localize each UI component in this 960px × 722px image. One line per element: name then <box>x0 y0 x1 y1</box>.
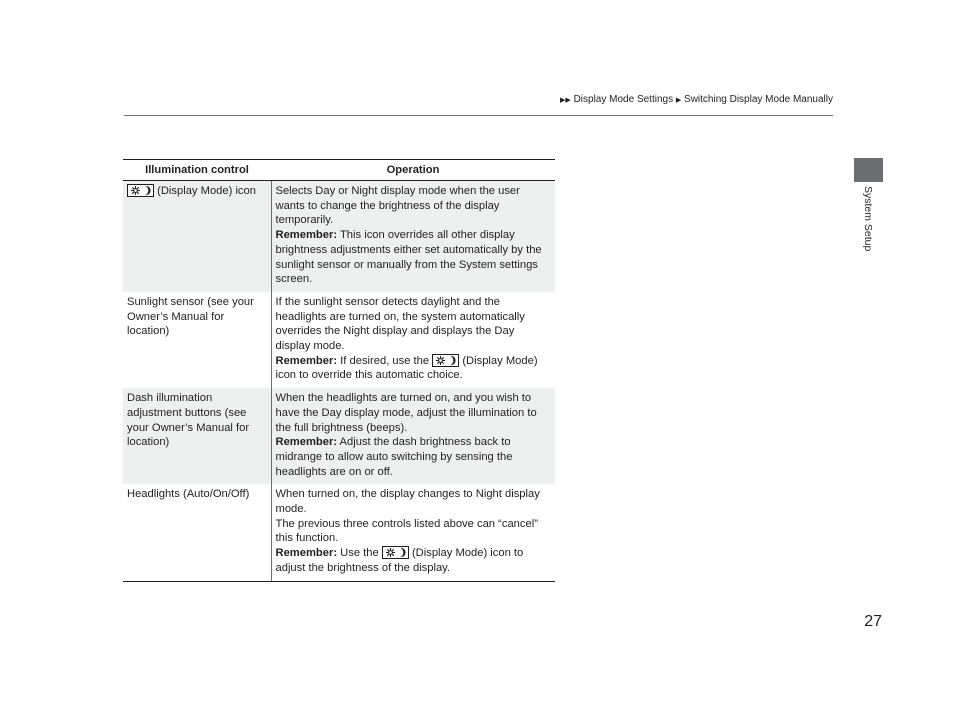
operation-cell <box>271 292 555 388</box>
column-header-illumination-control: Illumination control <box>123 160 271 181</box>
remember-text: (Display Mode) icon to override this automatic choice. <box>275 354 538 382</box>
table-row <box>123 484 555 581</box>
remember-label: Remember: <box>275 354 338 367</box>
breadcrumb-item-display-mode-settings[interactable]: Display Mode Settings <box>573 94 674 105</box>
control-label: Dash illumination adjustment buttons (see your Owner’s Manual for location) <box>127 392 250 449</box>
sun-moon-icon <box>382 546 409 559</box>
operation-cell <box>271 388 555 484</box>
table-row <box>123 388 555 484</box>
page-number: 27 <box>864 613 882 630</box>
table-row <box>123 181 555 292</box>
control-cell <box>123 484 271 581</box>
table-header-row <box>123 160 555 181</box>
section-label <box>851 186 885 256</box>
triangle-right-icon: ▶ <box>675 97 682 104</box>
operation-text: Selects Day or Night display mode when the user wants to change the brightness of the display temporarily. <box>275 185 520 227</box>
section-label-text: System Setup <box>862 186 874 252</box>
sun-moon-icon <box>127 184 154 197</box>
remember-text: Adjust the dash brightness back to midrange to allow auto switching by sensing the headlights are on or off. <box>275 436 513 478</box>
operation-cell <box>271 181 555 292</box>
remember-text: If desired, use the <box>337 354 433 367</box>
operation-cell <box>271 484 555 581</box>
remember-text: Use the <box>337 547 382 560</box>
control-label: Sunlight sensor (see your Owner’s Manual for location) <box>127 295 254 338</box>
remember-label: Remember: <box>275 436 338 449</box>
control-label: Headlights (Auto/On/Off) <box>127 488 250 501</box>
operation-text: If the sunlight sensor detects daylight and the headlights are turned on, the system automatically overrides the Night display and displays the Day display mode. <box>275 295 525 353</box>
remember-text: (Display Mode) icon to adjust the brightness of the display. <box>275 547 524 574</box>
control-cell <box>123 388 271 484</box>
control-cell <box>123 292 271 388</box>
operation-text: When turned on, the display changes to Night display mode. <box>275 488 540 516</box>
sun-moon-icon <box>432 354 459 367</box>
control-label: (Display Mode) icon <box>154 185 256 197</box>
remember-label: Remember: <box>275 547 338 560</box>
remember-text: This icon overrides all other display brightness adjustments either set automatically by the sunlight sensor or manually from the System settings screen. <box>275 229 542 286</box>
table-row <box>123 292 555 388</box>
section-tab-marker <box>854 158 883 182</box>
header-rule <box>124 115 833 116</box>
illumination-table <box>123 159 555 582</box>
double-triangle-right-icon: ▶▶ <box>560 97 571 104</box>
breadcrumb <box>0 94 833 105</box>
remember-label: Remember: <box>275 229 338 242</box>
control-cell <box>123 181 271 292</box>
breadcrumb-item-switching-display-mode[interactable]: Switching Display Mode Manually <box>684 94 833 105</box>
column-header-operation: Operation <box>271 160 555 181</box>
operation-text: When the headlights are turned on, and you wish to have the Day display mode, adjust the illumination to the full brightness (beeps). <box>275 392 537 434</box>
operation-text: The previous three controls listed above can “cancel” this function. <box>275 517 538 545</box>
